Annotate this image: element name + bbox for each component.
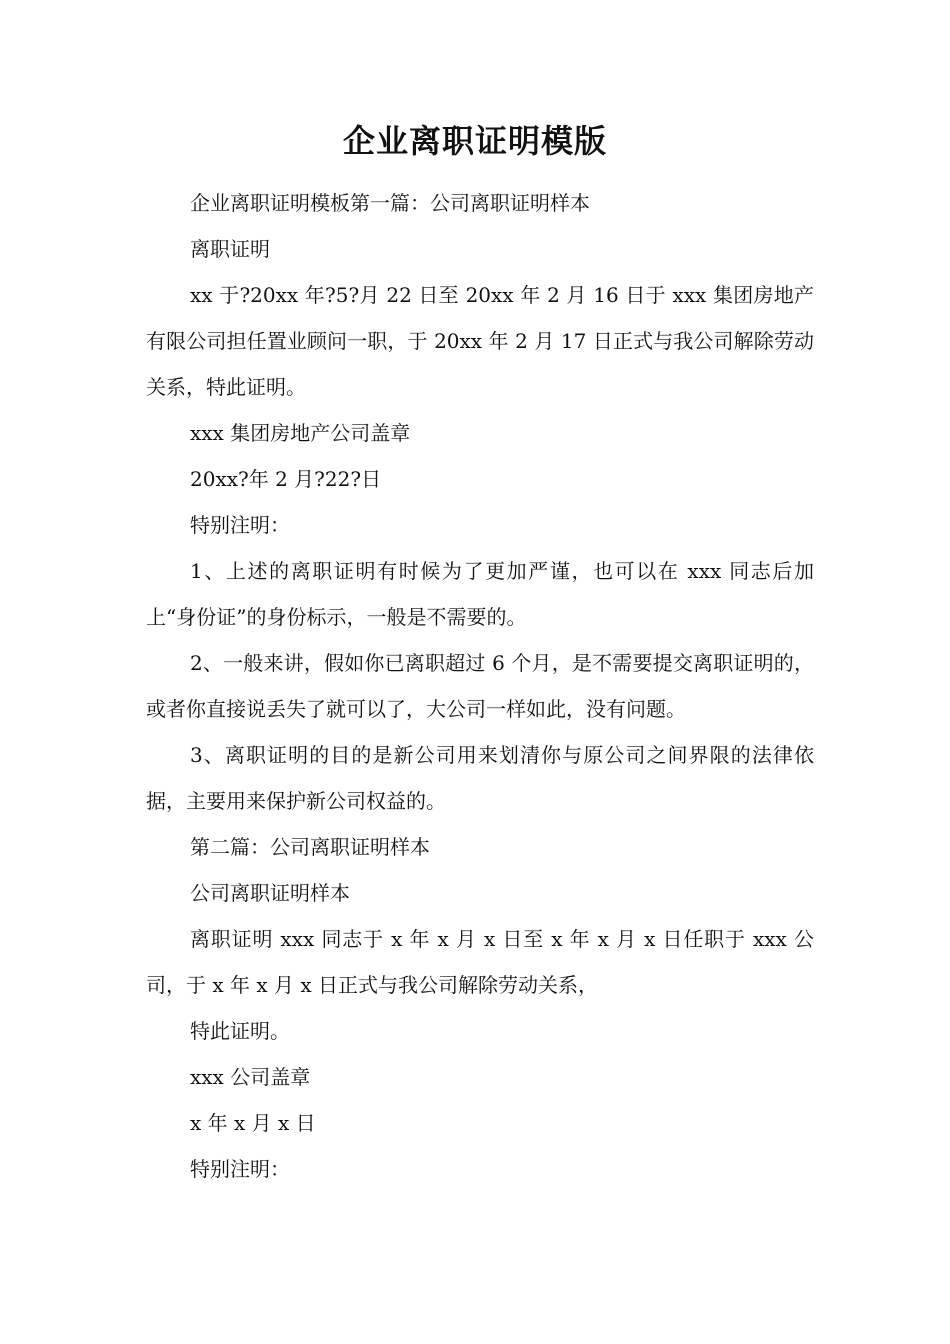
- certificate-title-2: 公司离职证明样本: [190, 881, 350, 905]
- certificate-body-1: xx 于?20xx 年?5?月 22 日至 20xx 年 2 月 16 日于 xxx 集团房地产有限公司担任置业顾问一职，于 20xx 年 2 月 17 日正式与我公司解除劳动关系，特此证明。: [146, 283, 814, 399]
- note-item-3: 3、离职证明的目的是新公司用来划清你与原公司之间界限的法律依据，主要用来保护新公司权益的。: [146, 743, 814, 813]
- document-body: [146, 180, 814, 1192]
- document-title: 企业离职证明模版: [342, 122, 607, 160]
- certificate-closing-2: 特此证明。: [190, 1019, 290, 1043]
- company-seal-1: xxx 集团房地产公司盖章: [190, 421, 411, 445]
- section-heading-2: 第二篇：公司离职证明样本: [190, 835, 430, 859]
- special-note-heading-1: 特别注明：: [190, 513, 290, 537]
- certificate-date-1: 20xx?年 2 月?22?日: [190, 467, 382, 491]
- certificate-title-1: 离职证明: [190, 237, 270, 261]
- company-seal-2: xxx 公司盖章: [190, 1065, 311, 1089]
- section-heading-1: 企业离职证明模板第一篇：公司离职证明样本: [190, 191, 590, 215]
- special-note-heading-2: 特别注明：: [190, 1157, 290, 1181]
- certificate-date-2: x 年 x 月 x 日: [190, 1111, 316, 1135]
- note-item-2: 2、一般来讲，假如你已离职超过 6 个月，是不需要提交离职证明的，或者你直接说丢失了就可以了，大公司一样如此，没有问题。: [146, 651, 814, 721]
- note-item-1: 1、上述的离职证明有时候为了更加严谨，也可以在 xxx 同志后加上“身份证”的身份标示，一般是不需要的。: [146, 559, 814, 629]
- certificate-body-2: 离职证明 xxx 同志于 x 年 x 月 x 日至 x 年 x 月 x 日任职于 xxx 公司，于 x 年 x 月 x 日正式与我公司解除劳动关系，: [146, 927, 814, 997]
